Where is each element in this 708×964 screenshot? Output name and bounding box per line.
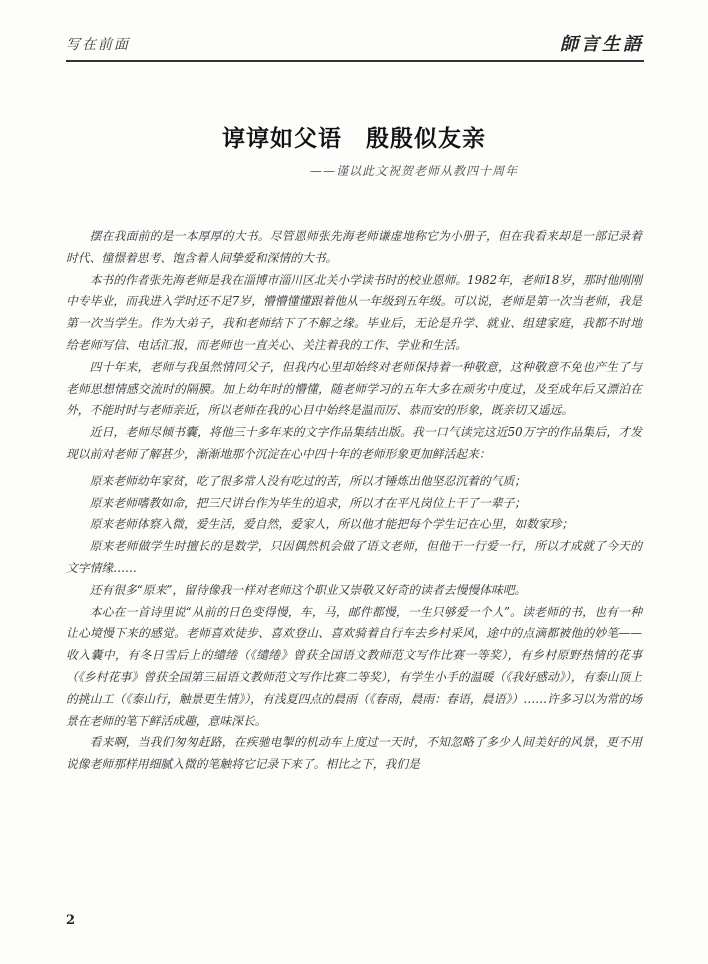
paragraph: 近日，老师尽倾书囊，将他三十多年来的文字作品集结出版。我一口气读完这近50万字的作品集后，才发现以前对老师了解甚少，渐渐地那个沉淀在心中四十年的老师形象更加鲜活起来： <box>66 425 642 461</box>
article-body <box>66 226 642 776</box>
header-book-title: 師言生語 <box>560 34 644 55</box>
paragraph: 本心在一首诗里说“从前的日色变得慢，车，马，邮件都慢，一生只够爱一个人”。读老师的书，也有一种让心境慢下来的感觉。老师喜欢徒步、喜欢登山、喜欢骑着自行车去乡村采风，途中的点滴都被他的妙笔——收入囊中，有冬日雪后上的缱绻（《缱绻》曾获全国语文教师范文写作比赛一等奖），有乡村原野热情的花事（《乡村花事》曾获全国第三届语文教师范文写作比赛二等奖），有学生小手的温暖（《我好感动》），有泰山顶上的挑山工（《泰山行，触景更生情》），有浅夏四点的晨雨（《春雨，晨雨：春语，晨语》）……许多习以为常的场景在老师的笔下鲜活成趣，意味深长。 <box>66 604 642 728</box>
paragraph: 四十年来，老师与我虽然情同父子，但我内心里却始终对老师保持着一种敬意，这种敬意不免也产生了与老师思想情感交流时的隔膜。加上幼年时的懵懂，随老师学习的五年大多在顽劣中度过，及至成年后又漂泊在外，不能时时与老师亲近，所以老师在我的心目中始终是温而厉、恭而安的形象，既亲切又遥远。 <box>66 359 642 418</box>
paragraph: 原来老师嗜教如命，把三尺讲台作为毕生的追求，所以才在平凡岗位上干了一辈子； <box>89 495 527 510</box>
paragraph: 本书的作者张先海老师是我在淄博市淄川区北关小学读书时的校业恩师。1982年，老师18岁，那时他刚刚中专毕业，而我进入学时还不足7岁，懵懵懂懂跟着他从一年级到五年级。可以说，老师是第一次当老师，我是第一次当学生。作为大弟子，我和老师结下了不解之缘。毕业后，无论是升学、就业、组建家庭，我都不时地给老师写信、电话汇报，而老师也一直关心、关注着我的工作、学业和生活。 <box>66 272 642 352</box>
running-header <box>66 28 644 58</box>
header-section-title: 写在前面 <box>66 37 130 53</box>
paragraph: 原来老师体察入微，爱生活，爱自然，爱家人，所以他才能把每个学生记在心里，如数家珍； <box>89 517 574 532</box>
paragraph: 原来老师幼年家贫，吃了很多常人没有吃过的苦，所以才锤炼出他坚忍沉着的气质； <box>89 473 527 488</box>
header-divider <box>66 60 644 62</box>
paragraph: 看来啊，当我们匆匆赶路，在疾驰电掣的机动车上度过一天时，不知忽略了多少人间美好的风景，更不用说像老师那样用细腻入微的笔触将它记录下来了。相比之下，我们是 <box>66 735 642 772</box>
page-number: 2 <box>66 913 76 928</box>
paragraph: 摆在我面前的是一本厚厚的大书。尽管恩师张先海老师谦虚地称它为小册子，但在我看来却是一部记录着时代、憧憬着思考、饱含着人间挚爱和深情的大书。 <box>66 229 642 265</box>
paragraph: 还有很多“原来”，留待像我一样对老师这个职业又崇敬又好奇的读者去慢慢体味吧。 <box>89 582 527 597</box>
article-title: 谆谆如父语 殷殷似友亲 <box>222 125 486 152</box>
article-subtitle: ——谨以此文祝贺老师从教四十周年 <box>309 164 518 178</box>
paragraph: 原来老师做学生时擅长的是数学，只因偶然机会做了语文老师，但他干一行爱一行，所以才成就了今天的文字情缘…… <box>66 539 642 575</box>
